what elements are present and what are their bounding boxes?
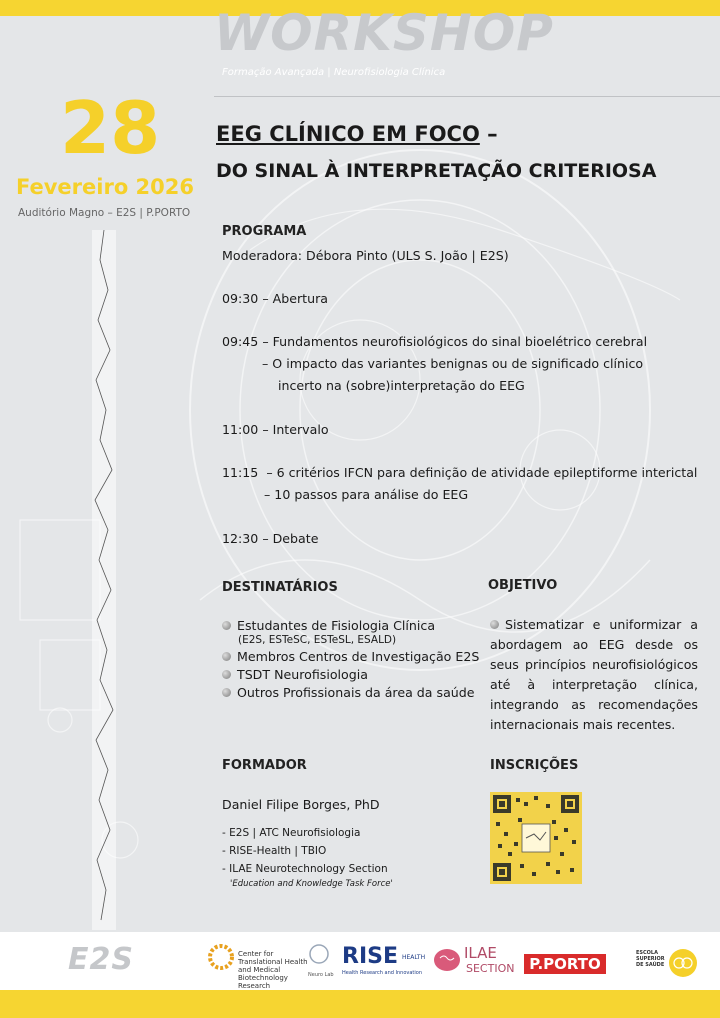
program-text: – Intervalo [262,422,329,437]
program-item [222,334,647,349]
event-venue: Auditório Magno – E2S | P.PORTO [18,207,191,219]
formador-heading: FORMADOR [222,758,307,773]
main-title-dash: – [479,122,498,146]
programa-heading: PROGRAMA [222,224,307,239]
workshop-subtitle: Formação Avançada | Neurofisiologia Clínica [222,67,446,78]
destinatarios-list [222,618,479,703]
list-item: Membros Centros de Investigação E2S [222,649,479,664]
program-text: – Fundamentos neurofisiológicos do sinal bioelétrico cerebral [262,334,648,349]
main-title-line1 [216,122,498,146]
e2s-logo: E2S [68,942,134,977]
brain-icon [432,946,462,974]
program-item [222,465,697,480]
header-divider [214,96,720,97]
list-item: Outros Profissionais da área da saúde [222,685,479,700]
ilae-section-text: SECTION [466,962,515,975]
objetivo-text: Sistematizar e uniformizar a abordagem ao EEG desde os seus princípios neurofisiológicos até à interpretação clínica, integrando as recomendações internacionais mais recentes. [490,617,698,732]
program-time: 11:15 [222,465,259,480]
ess-logo-icon [668,948,698,978]
bullet-icon [222,652,231,661]
rise-logo: RISE [342,944,398,969]
program-text: – Debate [262,531,319,546]
list-item: Estudantes de Fisiologia Clínica [222,618,479,633]
destinatarios-heading: DESTINATÁRIOS [222,580,338,595]
inscricoes-heading: INSCRIÇÕES [490,758,579,773]
ctb-logo-text: Center for Translational Health and Medical Biotechnology Research [238,950,308,991]
ctb-logo-icon [206,942,236,972]
event-month-year: Fevereiro 2026 [16,175,195,199]
program-item [222,291,328,306]
escola-logo-text: ESCOLA SUPERIOR DE SAÚDE [636,950,665,968]
neuro-lab-text: Neuro Lab [308,972,334,978]
event-day: 28 [60,86,161,170]
formador-roles: - E2S | ATC Neurofisiologia - RISE-Health | TBIO - ILAE Neurotechnology Section 'Education and Knowledge Task Force' [222,827,393,889]
main-title-underlined: EEG CLÍNICO EM FOCO [216,122,480,146]
rise-tagline: Health Research and Innovation [342,970,422,976]
task-force: 'Education and Knowledge Task Force' [230,879,393,889]
program-item: – O impacto das variantes benignas ou de significado clínico [262,356,644,371]
ilae-logo: ILAE [464,944,497,962]
program-item: incerto na (sobre)interpretação do EEG [278,378,525,393]
bottom-yellow-bar [0,990,720,1018]
bullet-icon [222,688,231,697]
moderator: Moderadora: Débora Pinto (ULS S. João | E2S) [222,248,509,263]
list-item: TSDT Neurofisiologia [222,667,479,682]
program-item: – 10 passos para análise do EEG [264,487,469,502]
program-item [222,422,329,437]
bullet-icon [222,621,231,630]
objetivo-heading: OBJETIVO [488,578,558,593]
bullet-icon [490,620,499,629]
destinatarios-note: (E2S, ESTeSC, ESTeSL, ESALD) [238,634,397,646]
program-item [222,531,318,546]
program-time: 11:00 [222,422,259,437]
program-time: 12:30 [222,531,259,546]
qr-pattern [490,792,582,884]
program-text: – 6 critérios IFCN para definição de atividade epileptiforme interictal [266,465,698,480]
pporto-logo: P.PORTO [524,954,606,974]
formador-name: Daniel Filipe Borges, PhD [222,797,380,812]
main-title-line2: DO SINAL À INTERPRETAÇÃO CRITERIOSA [216,160,657,182]
program-time: 09:30 [222,291,259,306]
rise-health-text: HEALTH [402,954,426,961]
program-time: 09:45 [222,334,259,349]
registration-qr-code[interactable] [490,792,582,884]
workshop-title: WORKSHOP [214,4,554,62]
bullet-icon [222,670,231,679]
program-text: – Abertura [262,291,328,306]
neuro-lab-icon [304,942,334,968]
